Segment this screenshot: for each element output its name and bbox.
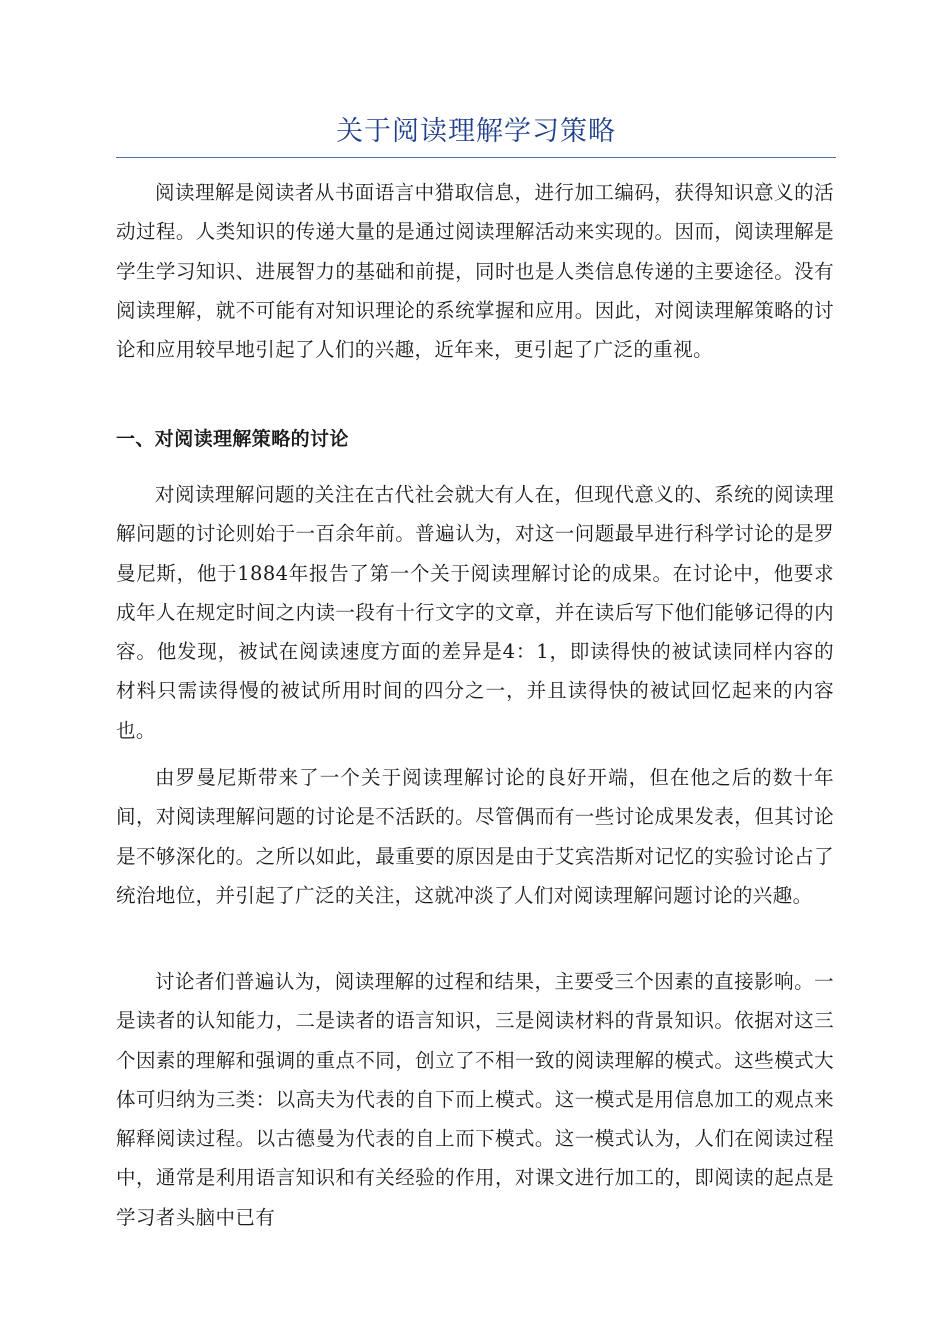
document-title: 关于阅读理解学习策略 <box>336 116 616 147</box>
body-paragraph-development: 由罗曼尼斯带来了一个关于阅读理解讨论的良好开端，但在他之后的数十年间，对阅读理解问题的讨论是不活跃的。尽管偶而有一些讨论成果发表，但其讨论是不够深化的。之所以如此，最重要的原因是由于艾宾浩斯对记忆的实验讨论占了统治地位，并引起了广泛的关注，这就冲淡了人们对阅读理解问题讨论的兴趣。 <box>116 766 834 907</box>
section-heading: 一、对阅读理解策略的讨论 <box>116 428 349 450</box>
intro-paragraph: 阅读理解是阅读者从书面语言中猎取信息，进行加工编码，获得知识意义的活动过程。人类知识的传递大量的是通过阅读理解活动来实现的。因而，阅读理解是学生学习知识、进展智力的基础和前提，同时也是人类信息传递的主要途径。没有阅读理解，就不可能有对知识理论的系统掌握和应用。因此，对阅读理解策略的讨论和应用较早地引起了人们的兴趣，近年来，更引起了广泛的重视。 <box>116 181 834 362</box>
body-paragraph-history: 对阅读理解问题的关注在古代社会就大有人在，但现代意义的、系统的阅读理解问题的讨论则始于一百余年前。普遍认为，对这一问题最早进行科学讨论的是罗曼尼斯，他于1884年报告了第一个关于阅读理解讨论的成果。在讨论中，他要求成年人在规定时间之内读一段有十行文字的文章，并在读后写下他们能够记得的内容。他发现，被试在阅读速度方面的差异是4：1，即读得快的被试读同样内容的材料只需读得慢的被试所用时间的四分之一，并且读得快的被试回忆起来的内容也。 <box>116 483 834 742</box>
body-paragraph-models: 讨论者们普遍认为，阅读理解的过程和结果，主要受三个因素的直接影响。一是读者的认知能力，二是读者的语言知识，三是阅读材料的背景知识。依据对这三个因素的理解和强调的重点不同，创立了不相一致的阅读理解的模式。这些模式大体可归纳为三类：以高夫为代表的自下而上模式。这一模式是用信息加工的观点来解释阅读过程。以古德曼为代表的自上而下模式。这一模式认为，人们在阅读过程中，通常是利用语言知识和有关经验的作用，对课文进行加工的，即阅读的起点是学习者头脑中已有 <box>116 970 834 1229</box>
title-block <box>116 112 836 158</box>
